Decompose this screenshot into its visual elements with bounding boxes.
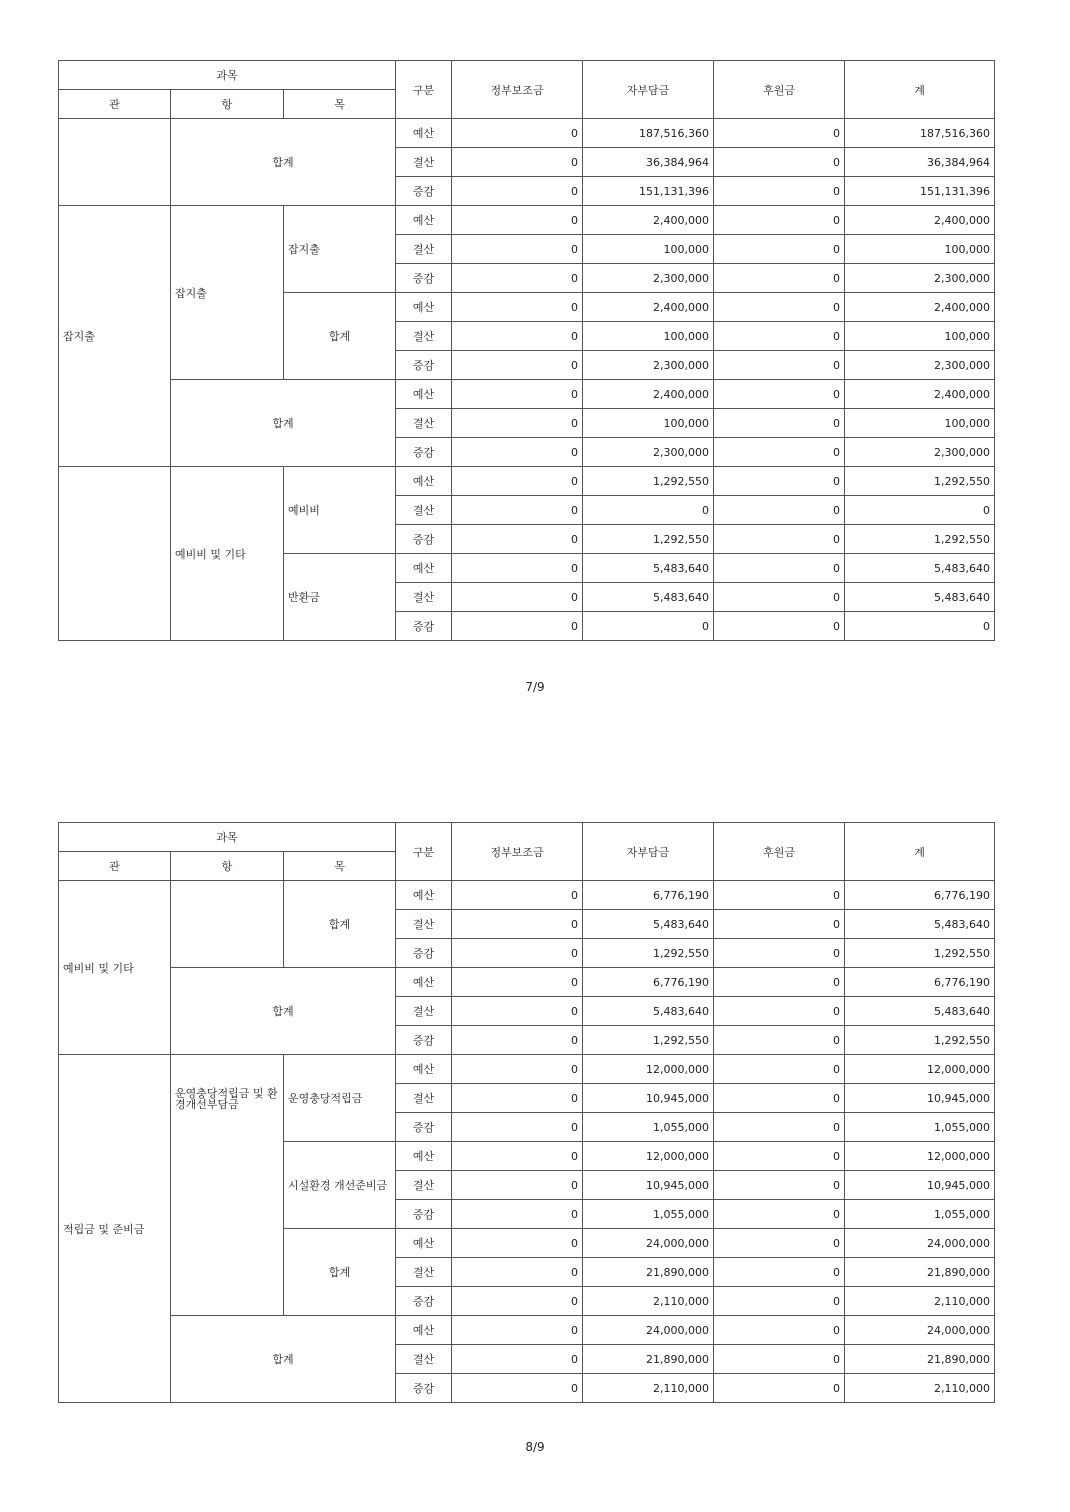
sponsor-value: 0	[714, 612, 845, 641]
sponsor-value: 0	[714, 1258, 845, 1287]
gov-value: 0	[452, 1374, 583, 1403]
row-type: 예산	[396, 206, 452, 235]
self-value: 2,110,000	[583, 1287, 714, 1316]
sponsor-value: 0	[714, 583, 845, 612]
sponsor-value: 0	[714, 322, 845, 351]
row-type: 예산	[396, 293, 452, 322]
gwan-cell-continued	[59, 467, 171, 641]
gov-value: 0	[452, 409, 583, 438]
total-value: 2,400,000	[845, 380, 995, 409]
self-value: 1,292,550	[583, 467, 714, 496]
row-type: 결산	[396, 997, 452, 1026]
row-type: 증감	[396, 264, 452, 293]
gov-value: 0	[452, 1258, 583, 1287]
total-value: 24,000,000	[845, 1229, 995, 1258]
self-value: 21,890,000	[583, 1258, 714, 1287]
self-value: 151,131,396	[583, 177, 714, 206]
header-sponsor: 후원금	[714, 823, 845, 881]
total-value: 10,945,000	[845, 1084, 995, 1113]
self-value: 1,292,550	[583, 525, 714, 554]
row-type: 예산	[396, 1316, 452, 1345]
self-value: 1,055,000	[583, 1200, 714, 1229]
total-value: 1,292,550	[845, 1026, 995, 1055]
gov-value: 0	[452, 438, 583, 467]
header-gwan: 관	[59, 852, 171, 881]
table-row	[59, 968, 995, 997]
row-type: 결산	[396, 1171, 452, 1200]
hang-subtotal: 합계	[171, 1316, 396, 1403]
self-value: 5,483,640	[583, 910, 714, 939]
row-type: 증감	[396, 1200, 452, 1229]
gov-value: 0	[452, 148, 583, 177]
gov-value: 0	[452, 119, 583, 148]
table-row	[59, 1316, 995, 1345]
row-type: 증감	[396, 525, 452, 554]
sponsor-value: 0	[714, 148, 845, 177]
gov-value: 0	[452, 881, 583, 910]
total-value: 1,292,550	[845, 467, 995, 496]
gov-value: 0	[452, 235, 583, 264]
total-value: 151,131,396	[845, 177, 995, 206]
header-gwamok: 과목	[59, 61, 396, 90]
mok-japjichul: 잡지출	[284, 206, 396, 293]
sponsor-value: 0	[714, 939, 845, 968]
self-value: 0	[583, 496, 714, 525]
total-value: 21,890,000	[845, 1345, 995, 1374]
row-type: 증감	[396, 612, 452, 641]
budget-table	[58, 822, 995, 1403]
table-row	[59, 1055, 995, 1084]
gwan-jeoklip: 적립금 및 준비금	[59, 1055, 171, 1403]
total-value: 6,776,190	[845, 881, 995, 910]
row-type: 결산	[396, 1084, 452, 1113]
self-value: 187,516,360	[583, 119, 714, 148]
self-value: 5,483,640	[583, 554, 714, 583]
sponsor-value: 0	[714, 293, 845, 322]
total-value: 1,292,550	[845, 525, 995, 554]
sponsor-value: 0	[714, 1345, 845, 1374]
self-value: 5,483,640	[583, 583, 714, 612]
row-type: 예산	[396, 554, 452, 583]
budget-table	[58, 60, 995, 641]
self-value: 1,292,550	[583, 1026, 714, 1055]
sponsor-value: 0	[714, 496, 845, 525]
self-value: 12,000,000	[583, 1142, 714, 1171]
self-value: 2,300,000	[583, 351, 714, 380]
total-value: 5,483,640	[845, 554, 995, 583]
self-value: 100,000	[583, 322, 714, 351]
mok-banhwan: 반환금	[284, 554, 396, 641]
row-type: 예산	[396, 380, 452, 409]
gov-value: 0	[452, 1345, 583, 1374]
total-value: 12,000,000	[845, 1142, 995, 1171]
hang-unyeong: 운영충당적립금 및 환경개선부담금	[171, 1055, 284, 1316]
header-gubun: 구분	[396, 823, 452, 881]
table-row	[59, 119, 995, 148]
sponsor-value: 0	[714, 177, 845, 206]
gov-value: 0	[452, 293, 583, 322]
row-type: 증감	[396, 177, 452, 206]
total-value: 1,055,000	[845, 1113, 995, 1142]
header-gubun: 구분	[396, 61, 452, 119]
total-value: 5,483,640	[845, 583, 995, 612]
total-value: 2,300,000	[845, 438, 995, 467]
gov-value: 0	[452, 322, 583, 351]
gov-value: 0	[452, 1084, 583, 1113]
self-value: 2,400,000	[583, 380, 714, 409]
header-gov: 정부보조금	[452, 61, 583, 119]
total-value: 10,945,000	[845, 1171, 995, 1200]
gov-value: 0	[452, 467, 583, 496]
header-total: 계	[845, 61, 995, 119]
header-sponsor: 후원금	[714, 61, 845, 119]
self-value: 5,483,640	[583, 997, 714, 1026]
sponsor-value: 0	[714, 997, 845, 1026]
row-type: 예산	[396, 968, 452, 997]
sponsor-value: 0	[714, 1374, 845, 1403]
hang-subtotal: 합계	[171, 968, 396, 1055]
gov-value: 0	[452, 1113, 583, 1142]
gwan-yebibi-gita: 예비비 및 기타	[59, 881, 171, 1055]
total-value: 1,055,000	[845, 1200, 995, 1229]
self-value: 1,055,000	[583, 1113, 714, 1142]
sponsor-value: 0	[714, 881, 845, 910]
row-type: 증감	[396, 1113, 452, 1142]
gov-value: 0	[452, 525, 583, 554]
row-type: 결산	[396, 910, 452, 939]
table-row	[59, 467, 995, 496]
gov-value: 0	[452, 997, 583, 1026]
sponsor-value: 0	[714, 1200, 845, 1229]
mok-subtotal: 합계	[284, 293, 396, 380]
row-type: 결산	[396, 583, 452, 612]
header-hang: 항	[171, 852, 284, 881]
sponsor-value: 0	[714, 1229, 845, 1258]
total-value: 0	[845, 612, 995, 641]
self-value: 6,776,190	[583, 968, 714, 997]
gov-value: 0	[452, 177, 583, 206]
self-value: 100,000	[583, 409, 714, 438]
gov-value: 0	[452, 612, 583, 641]
sponsor-value: 0	[714, 1026, 845, 1055]
row-type: 증감	[396, 939, 452, 968]
total-value: 2,110,000	[845, 1287, 995, 1316]
total-value: 1,292,550	[845, 939, 995, 968]
table-row	[59, 881, 995, 910]
gov-value: 0	[452, 264, 583, 293]
gov-value: 0	[452, 1200, 583, 1229]
self-value: 10,945,000	[583, 1084, 714, 1113]
header-mok: 목	[284, 90, 396, 119]
self-value: 10,945,000	[583, 1171, 714, 1200]
row-type: 예산	[396, 467, 452, 496]
total-value: 100,000	[845, 322, 995, 351]
gov-value: 0	[452, 1229, 583, 1258]
row-type: 증감	[396, 351, 452, 380]
table-row	[59, 380, 995, 409]
gov-value: 0	[452, 583, 583, 612]
total-value: 36,384,964	[845, 148, 995, 177]
gov-value: 0	[452, 496, 583, 525]
sponsor-value: 0	[714, 1142, 845, 1171]
total-value: 5,483,640	[845, 997, 995, 1026]
row-type: 증감	[396, 438, 452, 467]
row-type: 예산	[396, 119, 452, 148]
self-value: 2,400,000	[583, 206, 714, 235]
row-type: 증감	[396, 1374, 452, 1403]
sponsor-value: 0	[714, 1055, 845, 1084]
header-gwan: 관	[59, 90, 171, 119]
mok-siseol: 시설환경 개선준비금	[284, 1142, 396, 1229]
row-type: 결산	[396, 496, 452, 525]
total-value: 100,000	[845, 235, 995, 264]
header-row-1	[59, 823, 995, 852]
sponsor-value: 0	[714, 206, 845, 235]
row-type: 예산	[396, 1055, 452, 1084]
sponsor-value: 0	[714, 119, 845, 148]
row-type: 증감	[396, 1287, 452, 1316]
mok-yebibi: 예비비	[284, 467, 396, 554]
header-gwamok: 과목	[59, 823, 396, 852]
row-type: 결산	[396, 322, 452, 351]
sponsor-value: 0	[714, 1113, 845, 1142]
hang-japjichul: 잡지출	[171, 206, 284, 380]
sponsor-value: 0	[714, 525, 845, 554]
sponsor-value: 0	[714, 438, 845, 467]
gov-value: 0	[452, 1316, 583, 1345]
page-number: 7/9	[525, 680, 545, 694]
row-type: 결산	[396, 148, 452, 177]
header-self: 자부담금	[583, 823, 714, 881]
sponsor-value: 0	[714, 235, 845, 264]
sponsor-value: 0	[714, 409, 845, 438]
self-value: 24,000,000	[583, 1316, 714, 1345]
sponsor-value: 0	[714, 467, 845, 496]
self-value: 0	[583, 612, 714, 641]
sponsor-value: 0	[714, 1171, 845, 1200]
row-type: 결산	[396, 235, 452, 264]
gov-value: 0	[452, 910, 583, 939]
row-type: 증감	[396, 1026, 452, 1055]
gov-value: 0	[452, 1171, 583, 1200]
row-type: 결산	[396, 409, 452, 438]
sponsor-value: 0	[714, 1084, 845, 1113]
gov-value: 0	[452, 968, 583, 997]
self-value: 21,890,000	[583, 1345, 714, 1374]
row-type: 결산	[396, 1345, 452, 1374]
budget-table-page-8	[58, 822, 994, 1403]
page-number: 8/9	[525, 1440, 545, 1454]
gwan-cell-empty	[59, 119, 171, 206]
total-value: 12,000,000	[845, 1055, 995, 1084]
header-total: 계	[845, 823, 995, 881]
self-value: 2,300,000	[583, 438, 714, 467]
header-gov: 정부보조금	[452, 823, 583, 881]
hang-cell-continued	[171, 881, 284, 968]
sponsor-value: 0	[714, 968, 845, 997]
gov-value: 0	[452, 1142, 583, 1171]
mok-subtotal: 합계	[284, 1229, 396, 1316]
row-type: 결산	[396, 1258, 452, 1287]
total-value: 2,400,000	[845, 206, 995, 235]
self-value: 2,300,000	[583, 264, 714, 293]
gov-value: 0	[452, 1287, 583, 1316]
total-value: 2,400,000	[845, 293, 995, 322]
gov-value: 0	[452, 1055, 583, 1084]
header-self: 자부담금	[583, 61, 714, 119]
self-value: 2,110,000	[583, 1374, 714, 1403]
gwan-japjichul: 잡지출	[59, 206, 171, 467]
self-value: 100,000	[583, 235, 714, 264]
sponsor-value: 0	[714, 264, 845, 293]
total-value: 100,000	[845, 409, 995, 438]
total-value: 6,776,190	[845, 968, 995, 997]
gov-value: 0	[452, 939, 583, 968]
self-value: 1,292,550	[583, 939, 714, 968]
sponsor-value: 0	[714, 1316, 845, 1345]
gov-value: 0	[452, 554, 583, 583]
total-value: 0	[845, 496, 995, 525]
header-row-1	[59, 61, 995, 90]
gov-value: 0	[452, 380, 583, 409]
self-value: 24,000,000	[583, 1229, 714, 1258]
gov-value: 0	[452, 1026, 583, 1055]
gov-value: 0	[452, 351, 583, 380]
row-type: 예산	[396, 881, 452, 910]
total-value: 5,483,640	[845, 910, 995, 939]
row-type: 예산	[396, 1142, 452, 1171]
self-value: 2,400,000	[583, 293, 714, 322]
total-value: 24,000,000	[845, 1316, 995, 1345]
hang-subtotal: 합계	[171, 380, 396, 467]
self-value: 36,384,964	[583, 148, 714, 177]
sponsor-value: 0	[714, 351, 845, 380]
table-row	[59, 206, 995, 235]
self-value: 12,000,000	[583, 1055, 714, 1084]
self-value: 6,776,190	[583, 881, 714, 910]
mok-subtotal: 합계	[284, 881, 396, 968]
total-value: 187,516,360	[845, 119, 995, 148]
total-value: 2,110,000	[845, 1374, 995, 1403]
sponsor-value: 0	[714, 910, 845, 939]
hang-yebibi-gita: 예비비 및 기타	[171, 467, 284, 641]
sponsor-value: 0	[714, 554, 845, 583]
sponsor-value: 0	[714, 1287, 845, 1316]
total-value: 2,300,000	[845, 264, 995, 293]
budget-table-page-7	[58, 60, 994, 641]
mok-unyeong: 운영충당적립금	[284, 1055, 396, 1142]
sponsor-value: 0	[714, 380, 845, 409]
header-hang: 항	[171, 90, 284, 119]
header-mok: 목	[284, 852, 396, 881]
row-type: 예산	[396, 1229, 452, 1258]
total-value: 21,890,000	[845, 1258, 995, 1287]
grand-total-label: 합계	[171, 119, 396, 206]
gov-value: 0	[452, 206, 583, 235]
total-value: 2,300,000	[845, 351, 995, 380]
